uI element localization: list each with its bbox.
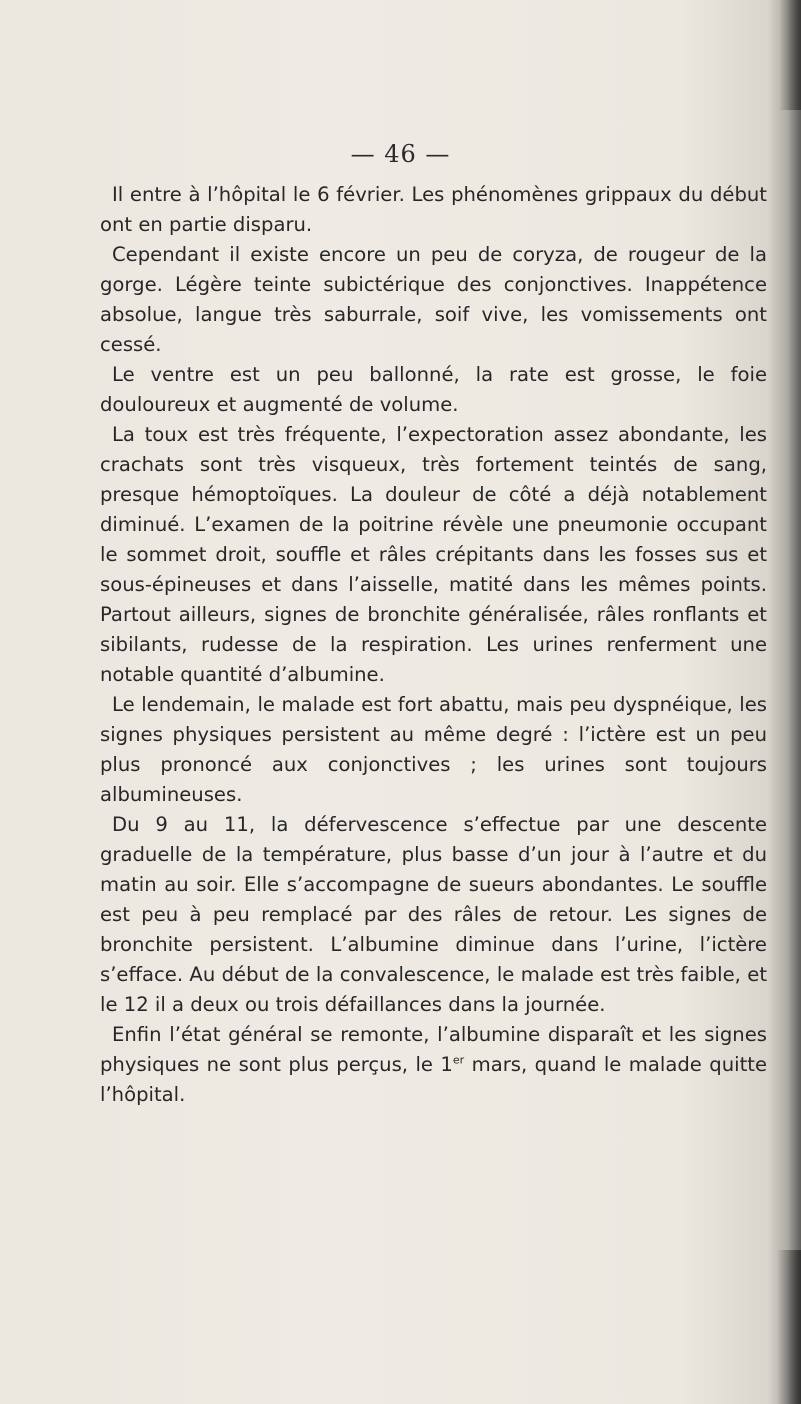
paragraph-3: Le ventre est un peu ballonné, la rate est grosse, le foie douloureux et augmenté de volume. [100, 363, 767, 416]
binding-shadow-top [779, 0, 801, 110]
page-number: — 46 — [350, 140, 451, 168]
paragraph-6: Du 9 au 11, la défervescence s’effectue par une descente graduelle de la température, plus basse d’un jour à l’autre et du matin au soir. Elle s’accompagne de sueurs abondantes. Le souffle est peu à peu remplacé par des râles de retour. Les signes de bronchite persistent. L’albumine diminue dans l’urine, l’ictère s’efface. Au début de la convalescence, le malade est très faible, et le 12 il a deux ou trois défaillances dans la journée. [100, 813, 767, 1016]
paragraph-7 [100, 1020, 767, 1110]
ordinal-superscript: er [452, 1053, 465, 1067]
paragraph-1: Il entre à l’hôpital le 6 février. Les phénomènes grippaux du début ont en partie disparu. [100, 183, 767, 236]
paragraph-5: Le lendemain, le malade est fort abattu, mais peu dyspnéique, les signes physiques persistent au même degré : l’ictère est un peu plus prononcé aux conjonctives ; les urines sont toujours albumineuses. [100, 693, 767, 806]
paragraph-7-end: mars, quand le malade quitte l’hôpital. [100, 1053, 767, 1106]
body-text [100, 180, 767, 1110]
paragraph-4: La toux est très fréquente, l’expectoration assez abondante, les crachats sont très visqueux, très fortement teintés de sang, presque hémoptoïques. La douleur de côté a déjà notablement diminué. L’examen de la poitrine révèle une pneumonie occupant le sommet droit, souffle et râles crépitants dans les fosses sus et sous-épineuses et dans l’aisselle, matité dans les mêmes points. Partout ailleurs, signes de bronchite généralisée, râles ronflants et sibilants, rudesse de la respiration. Les urines renferment une notable quantité d’albumine. [100, 423, 767, 686]
binding-shadow [767, 0, 801, 1404]
paragraph-2: Cependant il existe encore un peu de coryza, de rougeur de la gorge. Légère teinte subictérique des conjonctives. Inappétence absolue, langue très saburrale, soif vive, les vomissements ont cessé. [100, 243, 767, 356]
paragraph-7-start: Enfin l’état général se remonte, l’albumine disparaît et les signes physiques ne sont plus perçus, le 1 [100, 1023, 767, 1076]
binding-shadow-bottom [777, 1250, 801, 1404]
